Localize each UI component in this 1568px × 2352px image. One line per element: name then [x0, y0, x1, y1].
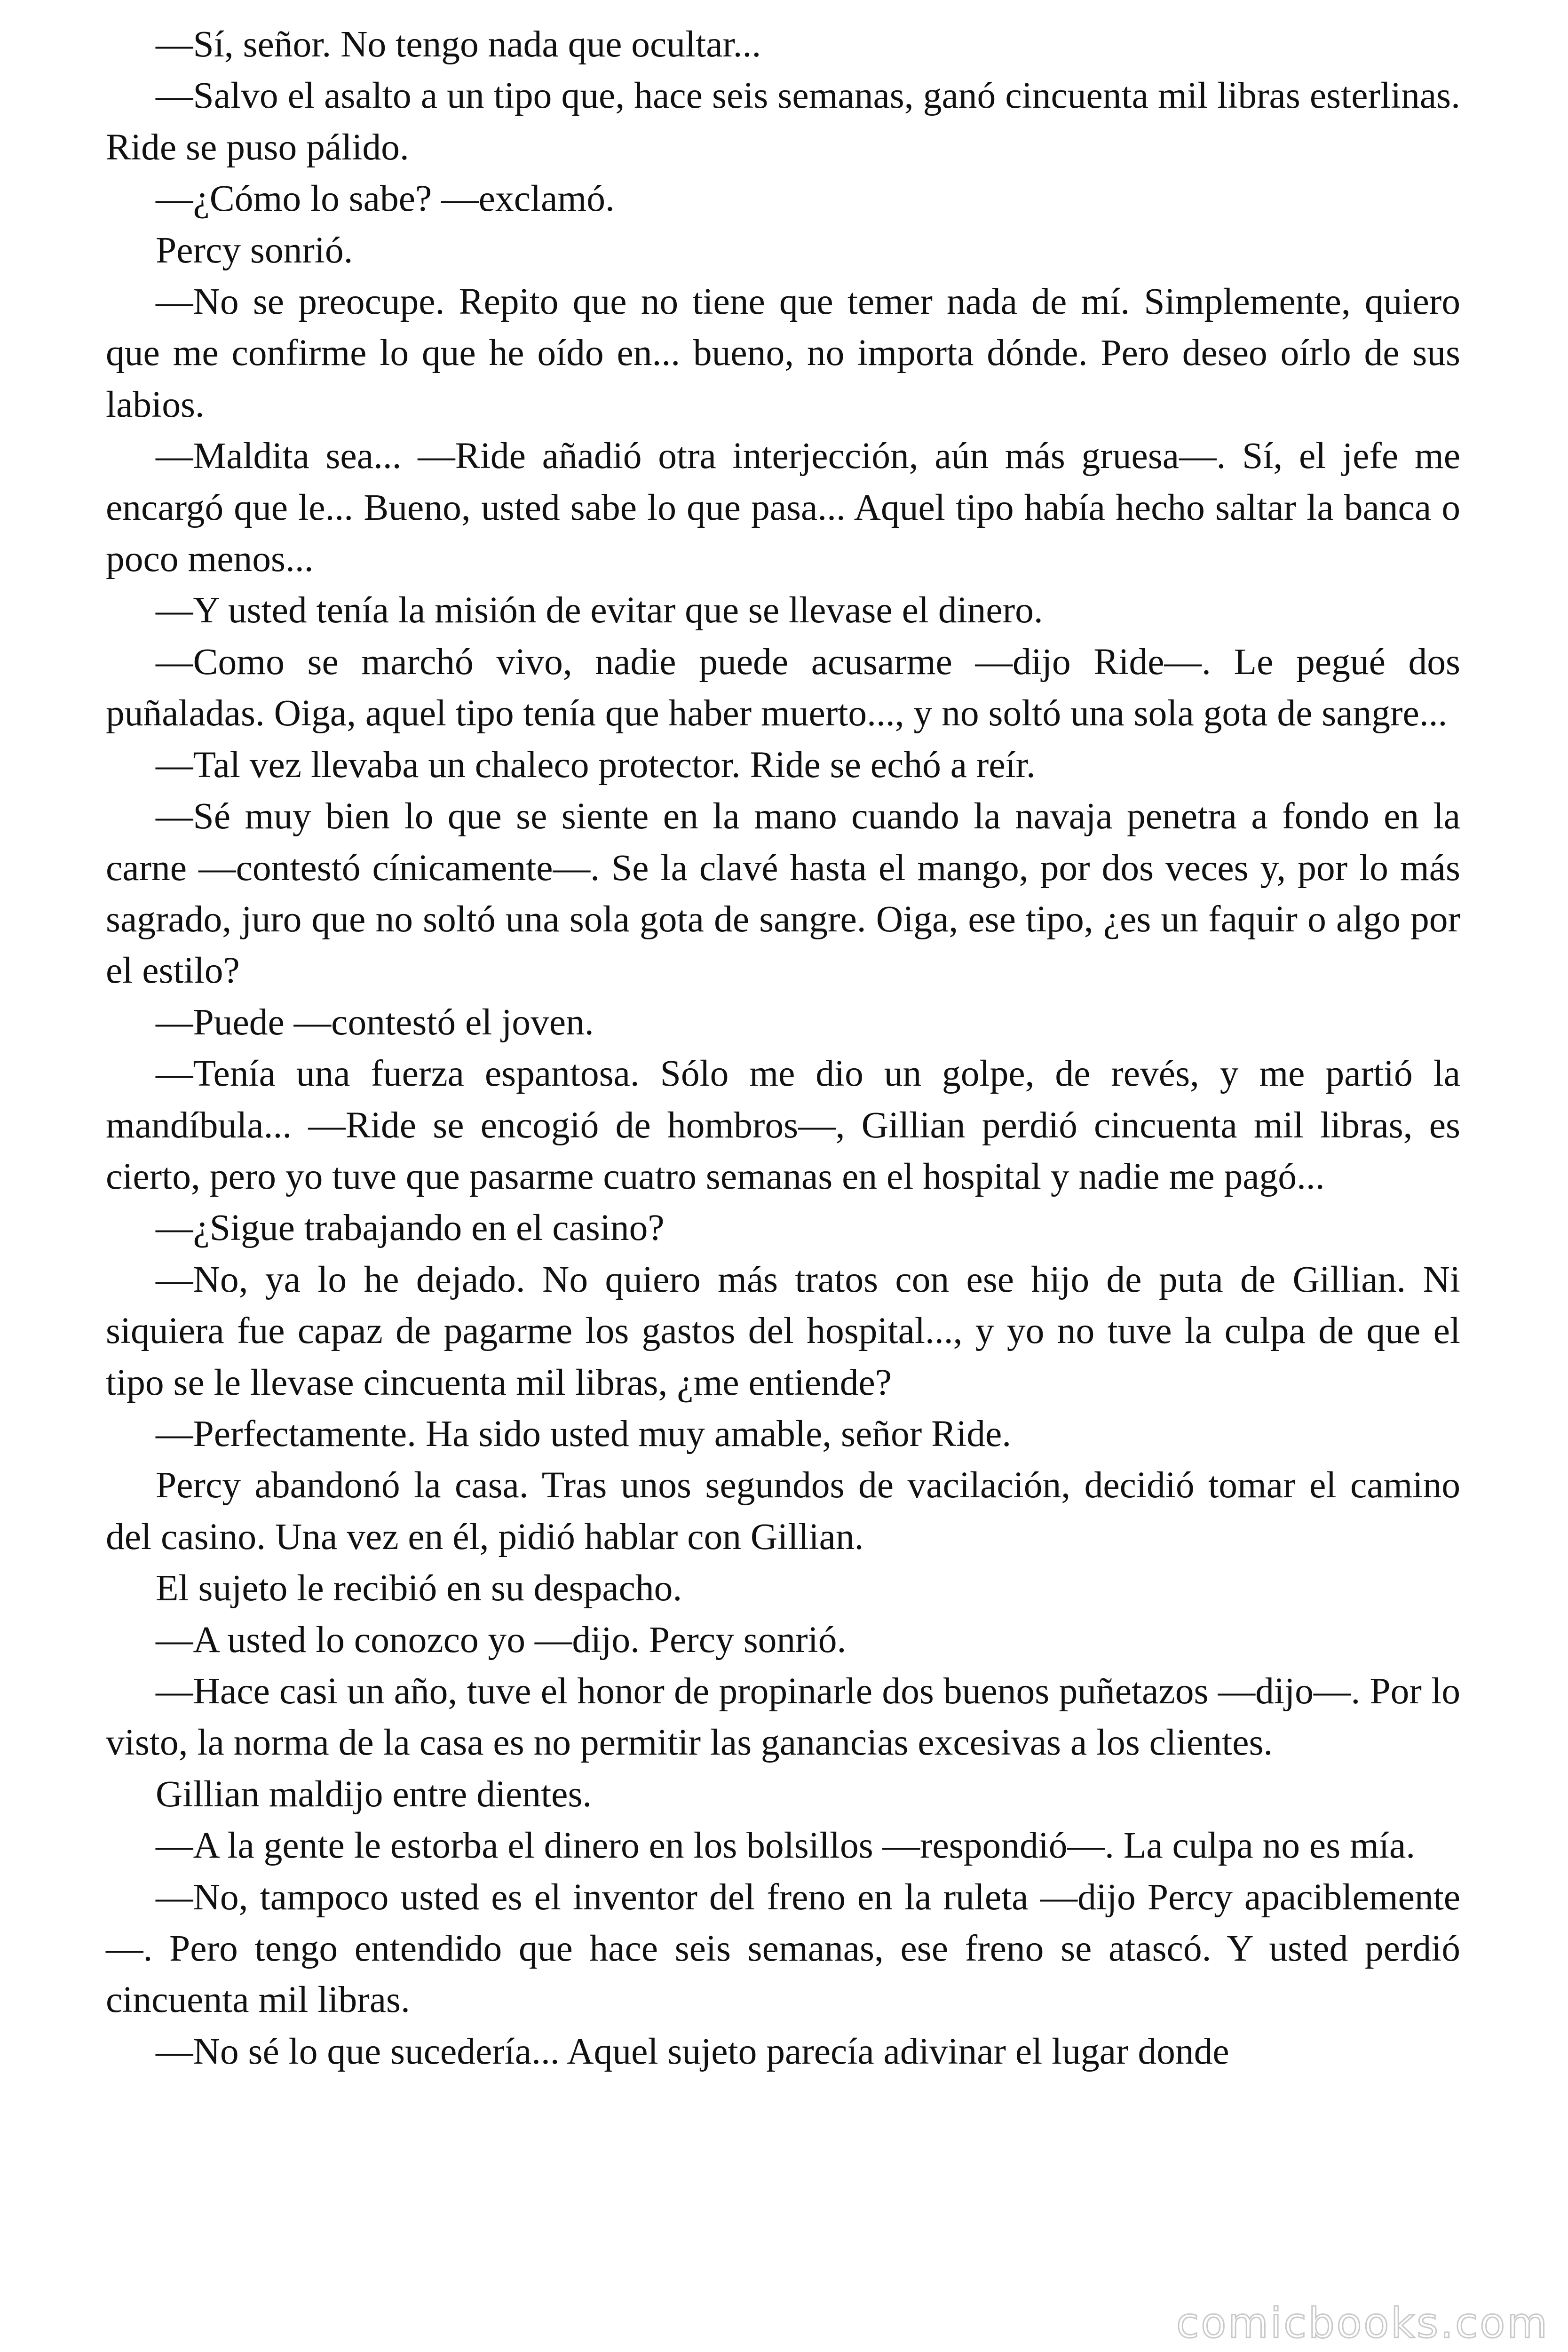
paragraph: —Tal vez llevaba un chaleco protector. Ride se echó a reír. [156, 744, 1036, 786]
paragraph: Percy abandonó la casa. Tras unos segundos de vacilación, decidió tomar el camino del casino. Una vez en él, pidió hablar con Gillian. [106, 1464, 1460, 1557]
paragraph: —¿Sigue trabajando en el casino? [156, 1207, 665, 1249]
body-text [106, 19, 1460, 2077]
paragraph: —Como se marchó vivo, nadie puede acusarme —dijo Ride—. Le pegué dos puñaladas. Oiga, aquel tipo tenía que haber muerto..., y no soltó una sola gota de sangre... [106, 641, 1460, 734]
paragraph: —No, ya lo he dejado. No quiero más tratos con ese hijo de puta de Gillian. Ni siquiera fue capaz de pagarme los gastos del hospital..., y yo no tuve la culpa de que el tipo se le llevase cincuenta mil libras, ¿me entiende? [106, 1258, 1460, 1403]
paragraph: —Hace casi un año, tuve el honor de propinarle dos buenos puñetazos —dijo—. Por lo visto, la norma de la casa es no permitir las ganancias excesivas a los clientes. [106, 1670, 1460, 1764]
paragraph: —¿Cómo lo sabe? —exclamó. [156, 178, 615, 220]
paragraph: —Y usted tenía la misión de evitar que se llevase el dinero. [156, 589, 1043, 631]
paragraph: El sujeto le recibió en su despacho. [156, 1567, 682, 1609]
paragraph: —Salvo el asalto a un tipo que, hace seis semanas, ganó cincuenta mil libras esterlinas. Ride se puso pálido. [106, 75, 1460, 168]
paragraph: —A la gente le estorba el dinero en los bolsillos —respondió—. La culpa no es mía. [156, 1825, 1416, 1867]
paragraph: —Tenía una fuerza espantosa. Sólo me dio un golpe, de revés, y me partió la mandíbula... —Ride se encogió de hombros—, Gillian perdió cincuenta mil libras, es cierto, pero yo tuve que pasarme cuatro semanas en el hospital y nadie me pagó... [106, 1053, 1460, 1197]
paragraph: —No, tampoco usted es el inventor del freno en la ruleta —dijo Percy apaciblemente—. Pero tengo entendido que hace seis semanas, ese freno se atascó. Y usted perdió cincuenta mil libras. [106, 1876, 1460, 2021]
paragraph: Percy sonrió. [156, 229, 353, 271]
paragraph: —Sí, señor. No tengo nada que ocultar... [156, 24, 761, 65]
paragraph: —Sé muy bien lo que se siente en la mano cuando la navaja penetra a fondo en la carne —contestó cínicamente—. Se la clavé hasta el mango, por dos veces y, por lo más sagrado, juro que no soltó una sola gota de sangre. Oiga, ese tipo, ¿es un faquir o algo por el estilo? [106, 795, 1460, 992]
paragraph: Gillian maldijo entre dientes. [156, 1773, 592, 1815]
paragraph: —Perfectamente. Ha sido usted muy amable, señor Ride. [156, 1413, 1012, 1454]
paragraph: —Maldita sea... —Ride añadió otra interjección, aún más gruesa—. Sí, el jefe me encargó que le... Bueno, usted sabe lo que pasa... Aquel tipo había hecho saltar la banca o poco menos... [106, 435, 1460, 580]
paragraph: —No se preocupe. Repito que no tiene que temer nada de mí. Simplemente, quiero que me confirme lo que he oído en... bueno, no importa dónde. Pero deseo oírlo de sus labios. [106, 281, 1460, 425]
paragraph: —A usted lo conozco yo —dijo. Percy sonrió. [156, 1619, 847, 1661]
watermark: comicbooks.com [1176, 2299, 1549, 2347]
paragraph: —No sé lo que sucedería... Aquel sujeto parecía adivinar el lugar donde [156, 2030, 1229, 2072]
paragraph: —Puede —contestó el joven. [156, 1001, 594, 1043]
